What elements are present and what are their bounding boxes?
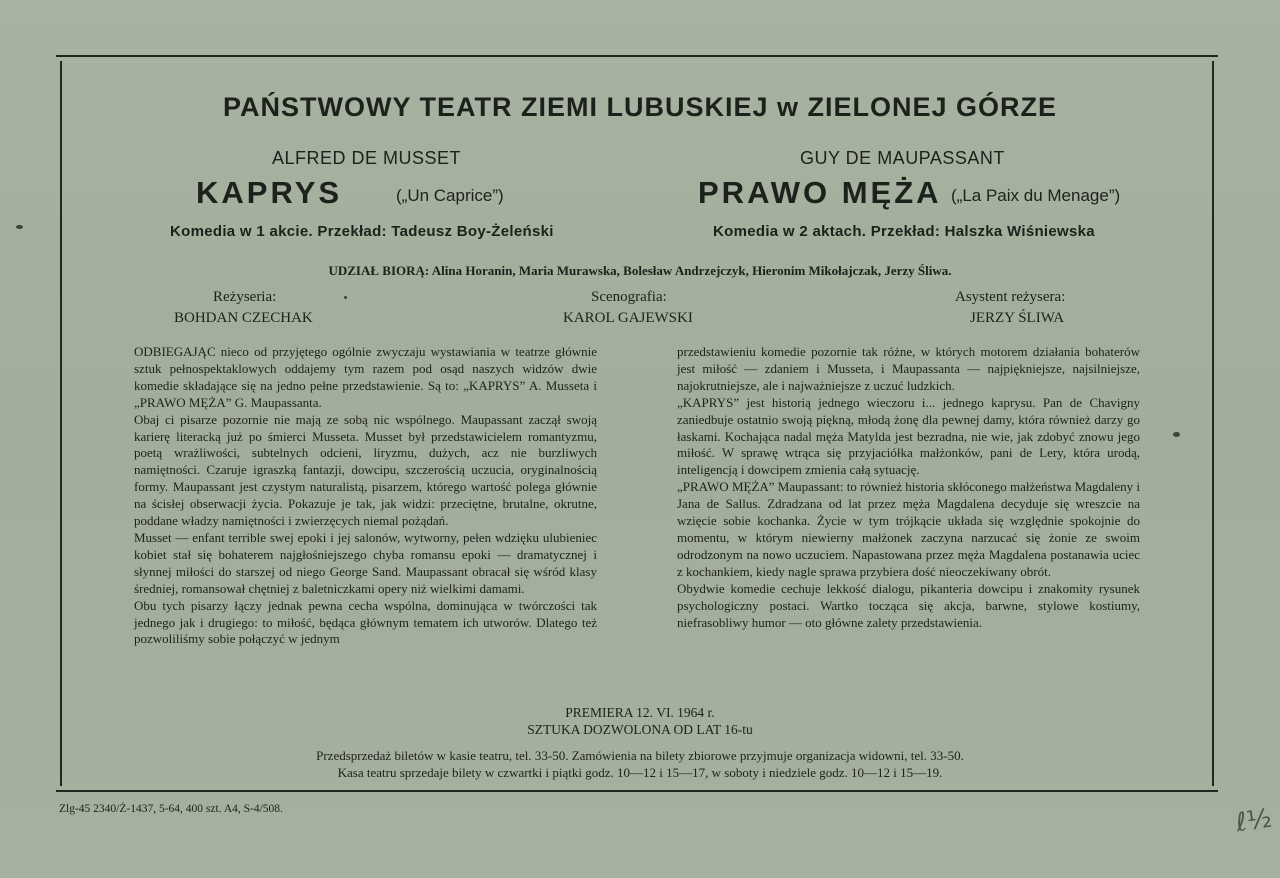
crew-role-director: Reżyseria:: [213, 289, 277, 305]
description-column-right: [677, 344, 1140, 631]
paper-speck: [1173, 432, 1180, 437]
right-play-original-title: („La Paix du Menage”): [951, 186, 1121, 205]
description-paragraph: przedstawieniu komedie pozornie tak różne, w których motorem działania bohaterów jest miłość — zdaniem i Musseta, i Maupassanta — najpiękniejsze, najsilniejsze, najokrutniejsze, ale i najważniejsze z uczuć ludzkich.: [677, 344, 1140, 393]
crew-role-assistant-director: Asystent reżysera:: [955, 289, 1066, 305]
right-play-title: PRAWO MĘŻA: [698, 175, 942, 210]
crew-name-scenography: KAROL GAJEWSKI: [563, 310, 693, 326]
paper-speck: [16, 225, 23, 229]
left-play-subtitle: Komedia w 1 akcie. Przekład: Tadeusz Boy-Żeleński: [170, 223, 554, 240]
age-restriction: SZTUKA DOZWOLONA OD LAT 16-tu: [527, 722, 753, 737]
ticket-info-line-1: Przedsprzedaż biletów w kasie teatru, tel. 33-50. Zamówienia na bilety zbiorowe przyjmuje organizacja widowni, tel. 33-50.: [316, 748, 964, 763]
print-info: Zlg-45 2340/Ż-1437, 5-64, 400 szt. A4, S-4/508.: [59, 803, 283, 815]
right-play-subtitle: Komedia w 2 aktach. Przekład: Halszka Wiśniewska: [713, 223, 1095, 240]
left-play-original-title: („Un Caprice”): [396, 186, 504, 205]
paper-speck: [344, 296, 347, 299]
handwritten-note: ℓ½: [1234, 803, 1274, 839]
description-paragraph: Musset — enfant terrible swej epoki i jej salonów, wytworny, pełen wdzięku ulubieniec kobiet stał się bohaterem najgłośniejszego chyba romansu epoki — dramatycznej i słynnej miłości do starszej od niego George Sand. Maupassant obracał się wśród klasy średniej, romansował chętniej z baletniczkami opery niż wielkimi damami.: [134, 529, 597, 596]
description-paragraph: „PRAWO MĘŻA” Maupassant: to również historia skłóconego małżeństwa Magdaleny i Jana de Sallus. Zdradzana od lat przez męża Magdalena decyduje się wreszcie na wzięcie sobie kochanka. Życie w tym trójkącie układa się względnie spokojnie do momentu, w którym niewierny małżonek zaczyna narzucać się żonie ze swoim odrodzonym na nowo uczuciem. Napastowana przez męża Magdalena postanawia uciec z kochankiem, kiedy nagle sprawa przybiera dość nieoczekiwany obrót.: [677, 479, 1140, 579]
crew-name-assistant-director: JERZY ŚLIWA: [970, 310, 1065, 326]
left-play-title: KAPRYS: [196, 175, 343, 210]
crew-role-scenography: Scenografia:: [591, 289, 667, 305]
right-play-author: GUY DE MAUPASSANT: [800, 148, 1005, 168]
left-play-author: ALFRED DE MUSSET: [272, 148, 462, 168]
description-paragraph: „KAPRYS” jest historią jednego wieczoru i... jednego kaprysu. Pan de Chavigny zaniedbuje ostatnio swoją piękną, młodą żonę dla pewnej damy, która również darzy go łaskami. Kochająca nadal męża Matylda jest bezradna, nie wie, jak zdobyć znowu jego miłość. W sprawę wtrąca się przyjaciółka małżonków, pani de Lery, która urodą, inteligencją i dowcipem zmienia całą sytuację.: [677, 394, 1140, 478]
theatre-title: PAŃSTWOWY TEATR ZIEMI LUBUSKIEJ w ZIELONEJ GÓRZE: [222, 92, 1058, 122]
description-paragraph: ODBIEGAJĄC nieco od przyjętego ogólnie zwyczaju wystawiania w teatrze głównie sztuk pełnospektaklowych oddajemy tym razem pod osąd naszych widzów dwie komedie składające się na jedno pełne przedstawienie. Są to: „KAPRYS” A. Musseta i „PRAWO MĘŻA” G. Maupassanta.: [134, 344, 597, 410]
description-paragraph: Obaj ci pisarze pozornie nie mają ze sobą nic wspólnego. Maupassant zaczął swoją karierę literacką już po śmierci Musseta. Musset był przedstawicielem romantyzmu, poetą wrażliwości, subtelnych odcieni, liryzmu, dużych, acz nie burzliwych namiętności. Czaruje igraszką fantazji, dowcipu, szczerością uczucia, oryginalnością formy. Maupassant jest czystym naturalistą, pisarzem, którego wartość polega głównie na ścisłej obserwacji życia. Pokazuje je tak, jak widzi: przeciętne, brutalne, okrutne, poddane władzy namiętności i zwierzęcych niemal pożądań.: [134, 411, 597, 529]
cast-list: UDZIAŁ BIORĄ: Alina Horanin, Maria Murawska, Bolesław Andrzejczyk, Hieronim Mikołajczak, Jerzy Śliwa.: [328, 263, 952, 278]
description-column-left: [134, 344, 597, 648]
description-paragraph: Obu tych pisarzy łączy jednak pewna cecha wspólna, dominująca w twórczości tak jednego jak i drugiego: to miłość, będąca głównym tematem ich utworów. Dlatego też pozwoliliśmy sobie połączyć w jednym: [134, 597, 597, 647]
ticket-info-line-2: Kasa teatru sprzedaje bilety w czwartki i piątki godz. 10—12 i 15—17, w soboty i niedziele godz. 10—12 i 15—19.: [337, 765, 943, 780]
premiere-date: PREMIERA 12. VI. 1964 r.: [565, 705, 715, 720]
crew-name-director: BOHDAN CZECHAK: [174, 310, 313, 326]
description-paragraph: Obydwie komedie cechuje lekkość dialogu, pikanteria dowcipu i znakomity rysunek psychologiczny postaci. Wartko tocząca się akcja, barwne, stylowe kostiumy, niefrasobliwy humor — oto główne zalety przedstawienia.: [677, 580, 1140, 630]
